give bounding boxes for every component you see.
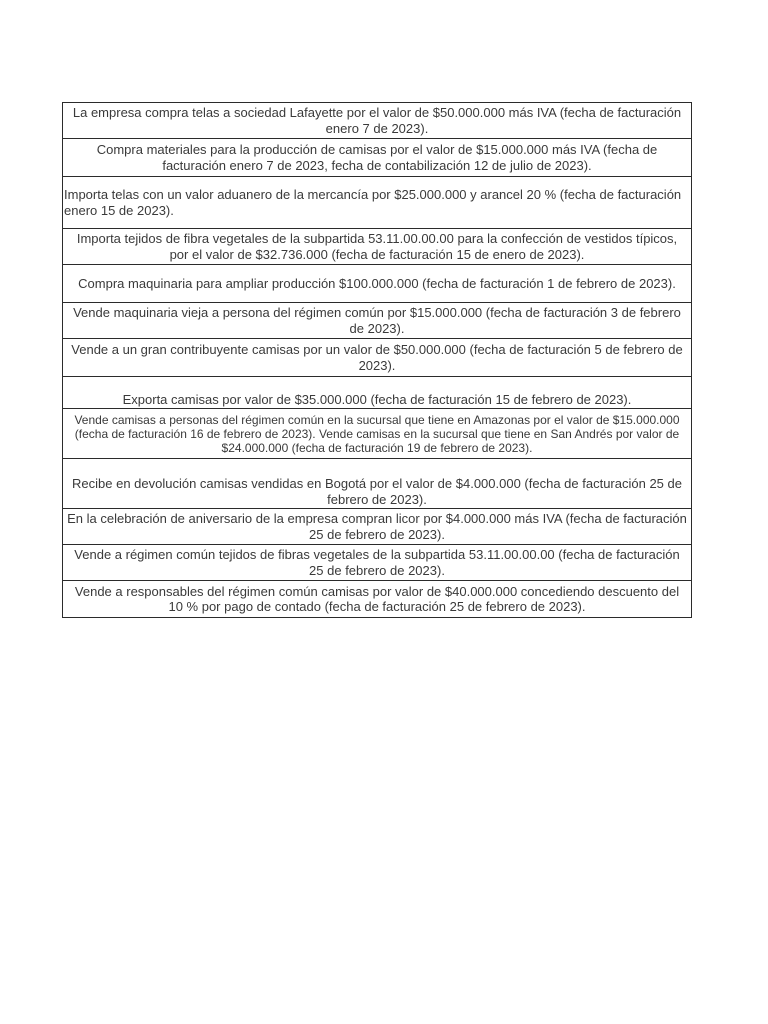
row-text: Importa telas con un valor aduanero de la mercancía por $25.000.000 y arancel 20 % (fecha de facturación enero 15 de 2023).: [63, 177, 692, 229]
table-row: [63, 103, 692, 139]
table-row: [63, 409, 692, 459]
row-text: La empresa compra telas a sociedad Lafayette por el valor de $50.000.000 más IVA (fecha de facturación enero 7 de 2023).: [63, 103, 692, 139]
table-row: [63, 377, 692, 409]
row-text: Vende maquinaria vieja a persona del régimen común por $15.000.000 (fecha de facturación 3 de febrero de 2023).: [63, 303, 692, 339]
row-text: Recibe en devolución camisas vendidas en Bogotá por el valor de $4.000.000 (fecha de facturación 25 de febrero de 2023).: [63, 459, 692, 509]
row-text: Vende camisas a personas del régimen común en la sucursal que tiene en Amazonas por el valor de $15.000.000 (fecha de facturación 16 de febrero de 2023). Vende camisas en la sucursal que tiene en San Andrés por valor de $24.000.000 (fecha de facturación 19 de febrero de 2023).: [63, 409, 692, 459]
table-row: [63, 139, 692, 177]
row-text: Compra maquinaria para ampliar producción $100.000.000 (fecha de facturación 1 de febrero de 2023).: [63, 265, 692, 303]
table-row: [63, 581, 692, 618]
table-row: [63, 229, 692, 265]
table-row: [63, 303, 692, 339]
table-row: [63, 509, 692, 545]
transactions-table: [62, 102, 692, 618]
row-text: Vende a responsables del régimen común camisas por valor de $40.000.000 concediendo descuento del 10 % por pago de contado (fecha de facturación 25 de febrero de 2023).: [63, 581, 692, 618]
row-text: Compra materiales para la producción de camisas por el valor de $15.000.000 más IVA (fecha de facturación enero 7 de 2023, fecha de contabilización 12 de julio de 2023).: [63, 139, 692, 177]
row-text: Vende a régimen común tejidos de fibras vegetales de la subpartida 53.11.00.00.00 (fecha de facturación 25 de febrero de 2023).: [63, 545, 692, 581]
table-row: [63, 459, 692, 509]
row-text: Exporta camisas por valor de $35.000.000 (fecha de facturación 15 de febrero de 2023).: [63, 377, 692, 409]
row-text: Importa tejidos de fibra vegetales de la subpartida 53.11.00.00.00 para la confección de vestidos típicos, por el valor de $32.736.000 (fecha de facturación 15 de enero de 2023).: [63, 229, 692, 265]
row-text: En la celebración de aniversario de la empresa compran licor por $4.000.000 más IVA (fecha de facturación 25 de febrero de 2023).: [63, 509, 692, 545]
table-row: [63, 545, 692, 581]
table-row: [63, 339, 692, 377]
row-text: Vende a un gran contribuyente camisas por un valor de $50.000.000 (fecha de facturación 5 de febrero de 2023).: [63, 339, 692, 377]
table-row: [63, 265, 692, 303]
table-row: [63, 177, 692, 229]
